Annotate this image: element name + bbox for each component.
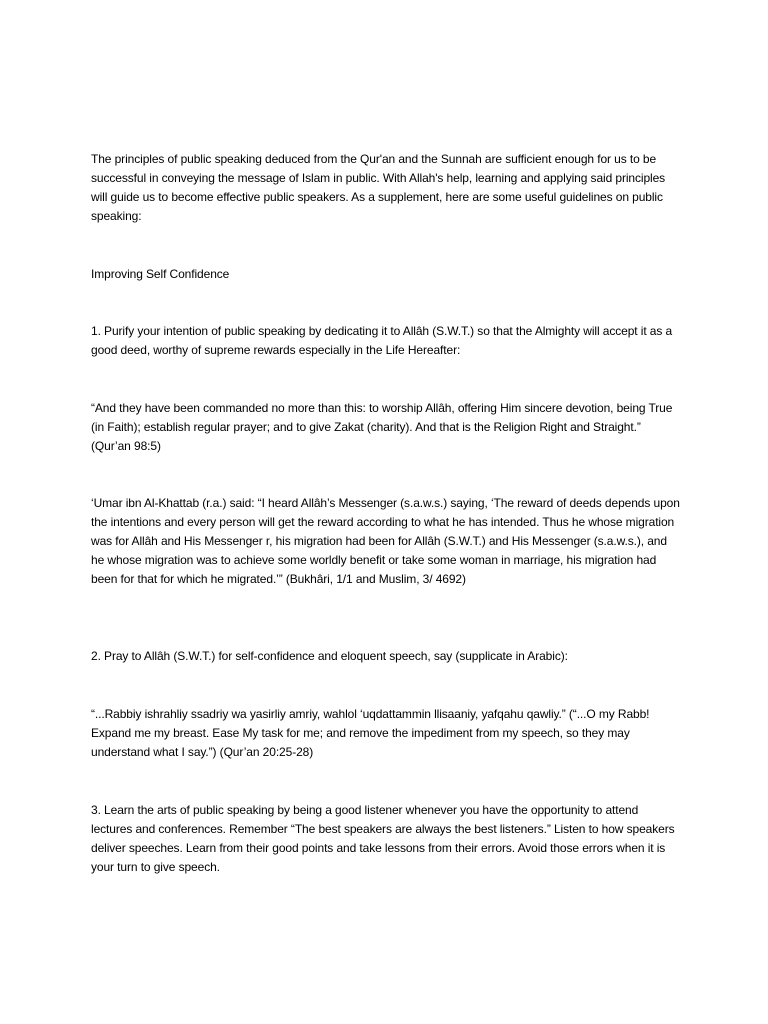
- section-heading: Improving Self Confidence: [91, 267, 230, 281]
- quote-2-paragraph: “...Rabbiy ishrahliy ssadriy wa yasirliy amriy, wahlol ‘uqdattammin llisaaniy, yafqahu qawliy.” (“...O my Rabb! Expand me my breast. Ease My task for me; and remove the impediment from my speech, so they may understand what I say.”) (Qur’an 20:25-28): [91, 707, 650, 759]
- point-2-paragraph: 2. Pray to Allâh (S.W.T.) for self-confidence and eloquent speech, say (supplicate in Arabic):: [91, 649, 568, 663]
- point-3-paragraph: 3. Learn the arts of public speaking by being a good listener whenever you have the opportunity to attend lectures and conferences. Remember “The best speakers are always the best listeners.” Listen to how speakers deliver speeches. Learn from their good points and take lessons from their errors. Avoid those errors when it is your turn to give speech.: [91, 803, 675, 874]
- intro-paragraph: The principles of public speaking deduced from the Qur'an and the Sunnah are sufficient enough for us to be successful in conveying the message of Islam in public. With Allah's help, learning and applying said principles will guide us to become effective public speakers. As a supplement, here are some useful guidelines on public speaking:: [91, 152, 666, 223]
- point-1-paragraph: 1. Purify your intention of public speaking by dedicating it to Allâh (S.W.T.) so that the Almighty will accept it as a good deed, worthy of supreme rewards especially in the Life Hereafter:: [91, 324, 673, 357]
- quote-1-paragraph: “And they have been commanded no more than this: to worship Allâh, offering Him sincere devotion, being True (in Faith); establish regular prayer; and to give Zakat (charity). And that is the Religion Right and Straight.” (Qur’an 98:5): [91, 401, 673, 453]
- hadith-paragraph: ‘Umar ibn Al-Khattab (r.a.) said: “I heard Allâh’s Messenger (s.a.w.s.) saying, ‘The reward of deeds depends upon the intentions and every person will get the reward according to what he has intended. Thus he whose migration was for Allâh and His Messenger r, his migration had been for Allâh (S.W.T.) and His Messenger (s.a.w.s.), and he whose migration was to achieve some worldly benefit or take some woman in marriage, his migration had been for that for which he migrated.’” (Bukhâri, 1/1 and Muslim, 3/ 4692): [91, 496, 680, 586]
